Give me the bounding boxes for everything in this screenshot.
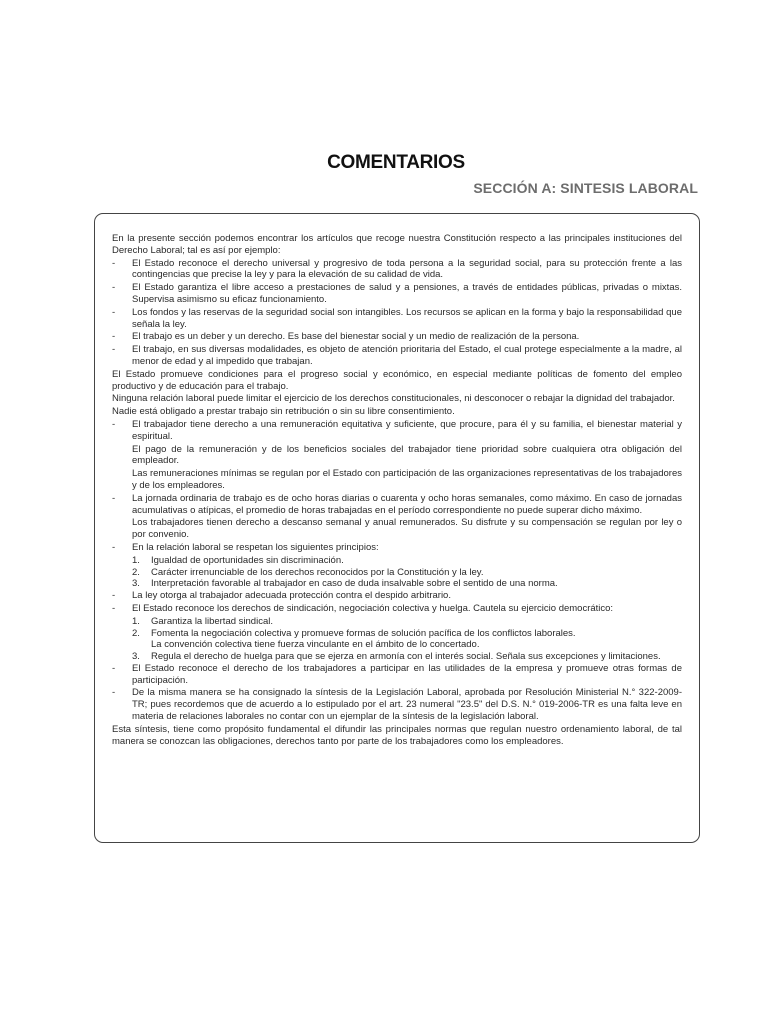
bullet-dash: -: [112, 662, 116, 674]
list-item-text: El trabajo es un deber y un derecho. Es base del bienestar social y un medio de realización de la persona.: [132, 331, 580, 343]
list-item: [112, 663, 682, 687]
bullet-dash: -: [112, 257, 116, 269]
list-item-text: El Estado garantiza el libre acceso a prestaciones de salud y a pensiones, a través de entidades públicas, privadas o mixtas. Supervisa asimismo su eficaz funcionamiento.: [132, 282, 682, 305]
numbered-item-text: Garantiza la libertad sindical.: [151, 615, 273, 627]
list-item-text: Los fondos y las reservas de la seguridad social son intangibles. Los recursos se aplican en la forma y bajo la responsabilidad que señala la ley.: [132, 306, 682, 330]
bullet-dash: -: [112, 331, 116, 343]
numbered-item: [112, 555, 682, 567]
item-number: 2.: [132, 566, 140, 578]
item-number: 1.: [132, 615, 140, 627]
paragraph: El Estado promueve condiciones para el progreso social y económico, en especial mediante políticas de fomento del empleo productivo y de educación para el trabajo.: [112, 368, 682, 392]
page-title: COMENTARIOS: [327, 152, 465, 173]
numbered-item: [112, 616, 682, 628]
numbered-item-text: Carácter irrenunciable de los derechos reconocidos por la Constitución y la ley.: [151, 566, 484, 578]
sub-paragraph: Los trabajadores tienen derecho a descanso semanal y anual remunerados. Su disfrute y su compensación se regulan por ley o por convenio.: [132, 517, 682, 541]
list-item-text: En la relación laboral se respetan los siguientes principios:: [132, 541, 379, 553]
list-item-text: La jornada ordinaria de trabajo es de ocho horas diarias o cuarenta y ocho horas semanales, como máximo. En caso de jornadas acumulativas o atípicas, el promedio de horas trabajadas en el período correspondiente no puede superar dicho máximo.: [132, 492, 682, 516]
list-item-text: El trabajador tiene derecho a una remuneración equitativa y suficiente, que procure, para él y su familia, el bienestar material y espiritual.: [132, 418, 682, 442]
sub-paragraph: El pago de la remuneración y de los beneficios sociales del trabajador tiene prioridad sobre cualquiera otra obligación del empleador.: [132, 443, 682, 467]
item-number: 2.: [132, 627, 140, 639]
list-item: [112, 493, 682, 517]
list-item-text: El Estado reconoce los derechos de sindicación, negociación colectiva y huelga. Cautela su ejercicio democrático:: [132, 602, 614, 614]
bullet-dash: -: [112, 590, 116, 602]
bullet-dash: -: [112, 282, 116, 294]
numbered-item-text: Regula el derecho de huelga para que se ejerza en armonía con el interés social. Señala sus excepciones y limitaciones.: [151, 651, 661, 663]
list-item: [112, 307, 682, 331]
list-item-text: De la misma manera se ha consignado la síntesis de la Legislación Laboral, aprobada por Resolución Ministerial N.° 322-2009-TR; pues recordemos que de acuerdo a lo estipulado por el art. 23 numeral "23.5" del D.S. N.° 019-2006-TR es una falta leve en materia de relaciones laborales no contar con un ejemplar de la síntesis de la legislación laboral.: [132, 687, 682, 723]
item-number: 3.: [132, 651, 140, 663]
numbered-item-text: Igualdad de oportunidades sin discriminación.: [151, 554, 344, 566]
closing-paragraph: Esta síntesis, tiene como propósito fundamental el difundir las principales normas que regulan nuestro ordenamiento laboral, de tal manera se conozcan las obligaciones, derechos tanto por parte de los trabajadores como los empleadores.: [112, 723, 682, 747]
list-item-text: El Estado reconoce el derecho universal y progresivo de toda persona a la seguridad social, para su protección frente a las contingencias que precise la ley y para la elevación de su calidad de vida.: [132, 257, 682, 281]
sub-paragraph: La convención colectiva tiene fuerza vinculante en el ámbito de lo concertado.: [151, 639, 480, 651]
paragraph: Nadie está obligado a prestar trabajo sin retribución o sin su libre consentimiento.: [112, 406, 455, 418]
numbered-item-text: Interpretación favorable al trabajador en caso de duda insalvable sobre el sentido de una norma.: [151, 578, 558, 590]
list-item: [112, 542, 682, 554]
list-item: [112, 344, 682, 368]
list-item: [112, 282, 682, 306]
section-subtitle: SECCIÓN A: SINTESIS LABORAL: [473, 180, 698, 196]
list-item: [112, 603, 682, 615]
content-box: [94, 213, 700, 843]
bullet-dash: -: [112, 602, 116, 614]
numbered-item: [112, 567, 682, 579]
bullet-dash: -: [112, 306, 116, 318]
bullet-dash: -: [112, 541, 116, 553]
list-item: [112, 258, 682, 282]
list-item-text: El trabajo, en sus diversas modalidades, es objeto de atención prioritaria del Estado, el cual protege especialmente a la madre, al menor de edad y al impedido que trabajan.: [132, 344, 682, 367]
list-item: [112, 331, 682, 343]
intro-paragraph: En la presente sección podemos encontrar los artículos que recoge nuestra Constitución respecto a las principales instituciones del Derecho Laboral; tal es así por ejemplo:: [112, 233, 682, 256]
numbered-item: [112, 651, 682, 663]
bullet-dash: -: [112, 344, 116, 356]
list-item: [112, 590, 682, 602]
numbered-item-text: Fomenta la negociación colectiva y promueve formas de solución pacífica de los conflictos laborales.: [151, 627, 576, 639]
sub-paragraph: Las remuneraciones mínimas se regulan por el Estado con participación de las organizaciones representativas de los trabajadores y de los empleadores.: [132, 468, 682, 491]
list-item: [112, 419, 682, 443]
item-number: 1.: [132, 554, 140, 566]
bullet-dash: -: [112, 687, 116, 699]
bullet-dash: -: [112, 418, 116, 430]
numbered-item: [112, 578, 682, 590]
list-item-text: La ley otorga al trabajador adecuada protección contra el despido arbitrario.: [132, 590, 451, 602]
paragraph: Ninguna relación laboral puede limitar el ejercicio de los derechos constitucionales, ni desconocer o rebajar la dignidad del trabajador.: [112, 393, 675, 405]
item-number: 3.: [132, 578, 140, 590]
bullet-dash: -: [112, 492, 116, 504]
list-item: [112, 687, 682, 722]
numbered-item: [112, 628, 682, 640]
list-item-text: El Estado reconoce el derecho de los trabajadores a participar en las utilidades de la empresa y promueve otras formas de participación.: [132, 662, 682, 686]
